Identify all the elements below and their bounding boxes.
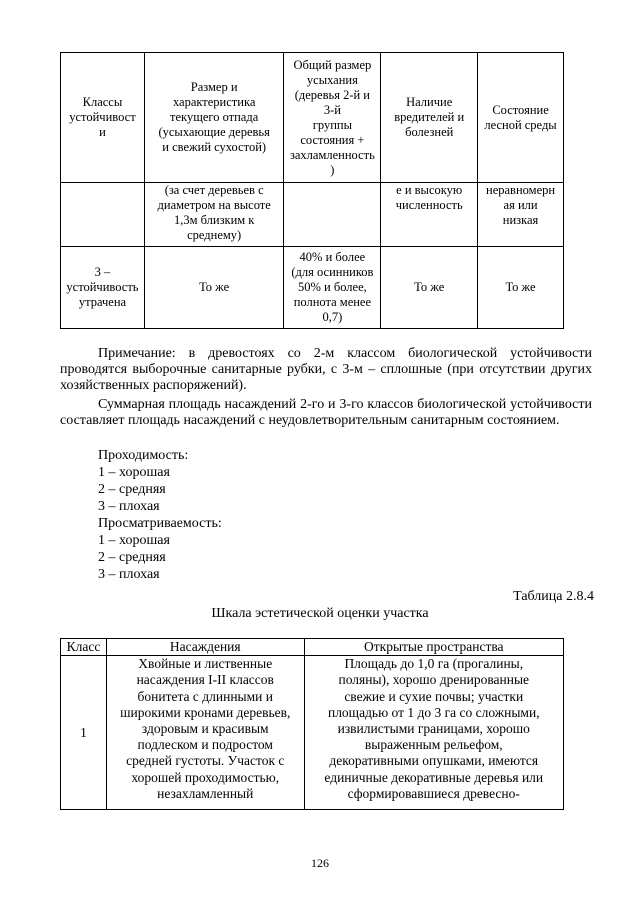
table-cell: е и высокую численность	[381, 183, 478, 247]
table-cell: 3 – устойчивость утрачена	[61, 247, 145, 329]
table-row	[61, 247, 564, 329]
table-cell: Хвойные и лиственные насаждения I-II классов бонитета с длинными и широкими кронами деревьев, здоровым и красивым подлеском и подростом средней густоты. Участок с хорошей проходимостью, незахламленный	[106, 656, 304, 810]
header-forest-environment: Состояние лесной среды	[478, 53, 564, 183]
table-cell	[284, 183, 381, 247]
table-cell: 1	[61, 656, 107, 810]
stability-classes-table	[60, 52, 564, 329]
table-header-row	[61, 53, 564, 183]
aesthetic-scale-table	[60, 638, 564, 810]
header-open-spaces: Открытые пространства	[304, 639, 563, 656]
list-item: 3 – плохая	[98, 567, 160, 582]
header-stands: Насаждения	[106, 639, 304, 656]
table-cell: То же	[144, 247, 284, 329]
table-cell: Площадь до 1,0 га (прогалины, поляны), хорошо дренированные свежие и сухие почвы; участки площадью от 1 до 3 га со сложными, извилистыми границами, хорошо выраженным рельефом, декоративными опушками, имеются единичные декоративные деревья или сформировавшиеся древесно-	[304, 656, 563, 810]
list-item: 1 – хорошая	[98, 533, 170, 548]
visibility-title: Просматриваемость:	[98, 516, 222, 531]
list-item: 2 – средняя	[98, 482, 166, 497]
note-paragraph: Примечание: в древостоях со 2-м классом биологической устойчивости проводятся выборочные санитарные рубки, с 3-м – сплошные (при отсутствии других хозяйственных распоряжений).	[60, 346, 592, 394]
table-cell: То же	[381, 247, 478, 329]
list-item: 3 – плохая	[98, 499, 160, 514]
header-class: Класс	[61, 639, 107, 656]
table-cell: (за счет деревьев с диаметром на высоте 1,3м близким к среднему)	[144, 183, 284, 247]
table-cell: 40% и более (для осинников 50% и более, полнота менее 0,7)	[284, 247, 381, 329]
table-row	[61, 656, 564, 810]
summary-paragraph: Суммарная площадь насаждений 2-го и 3-го классов биологической устойчивости составляет площадь насаждений с неудовлетворительным санитарным состоянием.	[60, 397, 592, 429]
table-cell: неравномерн ая или низкая	[478, 183, 564, 247]
page-number: 126	[311, 856, 329, 870]
header-stability-class: Классы устойчивост и	[61, 53, 145, 183]
list-item: 2 – средняя	[98, 550, 166, 565]
header-total-dieback: Общий размер усыхания (деревья 2-й и 3-й группы состояния + захламленность )	[284, 53, 381, 183]
table-row	[61, 183, 564, 247]
table-cell: То же	[478, 247, 564, 329]
table-cell	[61, 183, 145, 247]
table-title: Шкала эстетической оценки участка	[211, 606, 429, 621]
list-item: 1 – хорошая	[98, 465, 170, 480]
table-header-row	[61, 639, 564, 656]
table-caption: Таблица 2.8.4	[513, 589, 594, 604]
header-current-loss: Размер и характеристика текущего отпада (усыхающие деревья и свежий сухостой)	[144, 53, 284, 183]
header-pests-diseases: Наличие вредителей и болезней	[381, 53, 478, 183]
passability-title: Проходимость:	[98, 448, 189, 463]
